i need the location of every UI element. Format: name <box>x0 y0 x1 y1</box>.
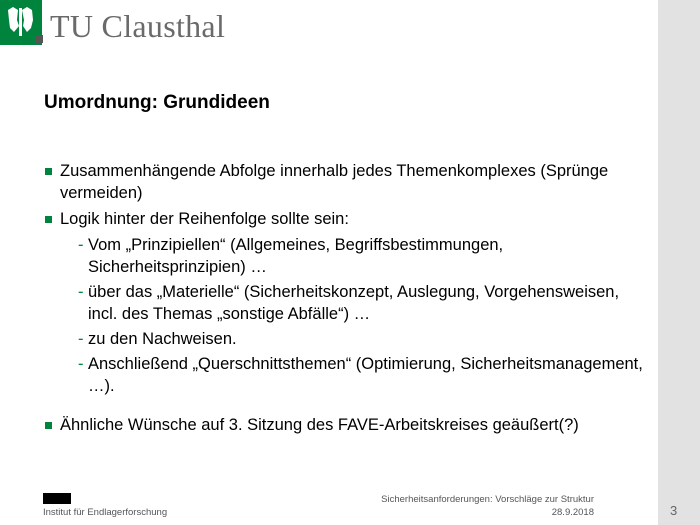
sub-bullet-item <box>78 328 644 350</box>
logo-square <box>35 35 43 43</box>
footer-date: 28.9.2018 <box>551 507 594 518</box>
bullet-text: Zusammenhängende Abfolge innerhalb jedes Themenkomplexes (Sprünge vermeiden) <box>60 162 609 202</box>
footer-topic: Sicherheitsanforderungen: Vorschläge zur Struktur <box>381 494 594 505</box>
footer-black-bar <box>43 493 71 504</box>
sub-bullet-item <box>78 281 644 325</box>
sub-bullet-text: Vom „Prinzipiellen“ (Allgemeines, Begriffsbestimmungen, Sicherheitsprinzipien) … <box>88 236 504 276</box>
dash-bullet-icon: - <box>78 355 84 373</box>
bullet-item <box>44 414 644 436</box>
sub-bullet-item <box>78 353 644 397</box>
bullet-text: Ähnliche Wünsche auf 3. Sitzung des FAVE-Arbeitskreises geäußert(?) <box>60 416 579 434</box>
sub-bullet-text: Anschließend „Querschnittsthemen“ (Optimierung, Sicherheitsmanagement, …). <box>88 355 643 395</box>
sub-bullet-item <box>78 234 644 278</box>
dash-bullet-icon: - <box>78 236 84 254</box>
square-bullet-icon <box>45 216 52 223</box>
page-number: 3 <box>670 503 678 518</box>
sub-bullet-text: über das „Materielle“ (Sicherheitskonzept, Auslegung, Vorgehensweisen, incl. des Themas „sonstige Abfälle“) … <box>88 283 620 323</box>
slide-content <box>44 160 644 440</box>
dash-bullet-icon: - <box>78 330 84 348</box>
square-bullet-icon <box>45 168 52 175</box>
dash-bullet-icon: - <box>78 283 84 301</box>
bullet-text: Logik hinter der Reihenfolge sollte sein: <box>60 210 349 228</box>
bullet-item <box>44 208 644 230</box>
slide-title: Umordnung: Grundideen <box>44 92 270 113</box>
sub-bullet-text: zu den Nachweisen. <box>88 330 237 348</box>
square-bullet-icon <box>45 422 52 429</box>
side-bar <box>658 0 700 525</box>
logo-wordmark: TU Clausthal <box>50 8 226 44</box>
footer-institute: Institut für Endlagerforschung <box>43 507 168 518</box>
bullet-item <box>44 160 644 204</box>
